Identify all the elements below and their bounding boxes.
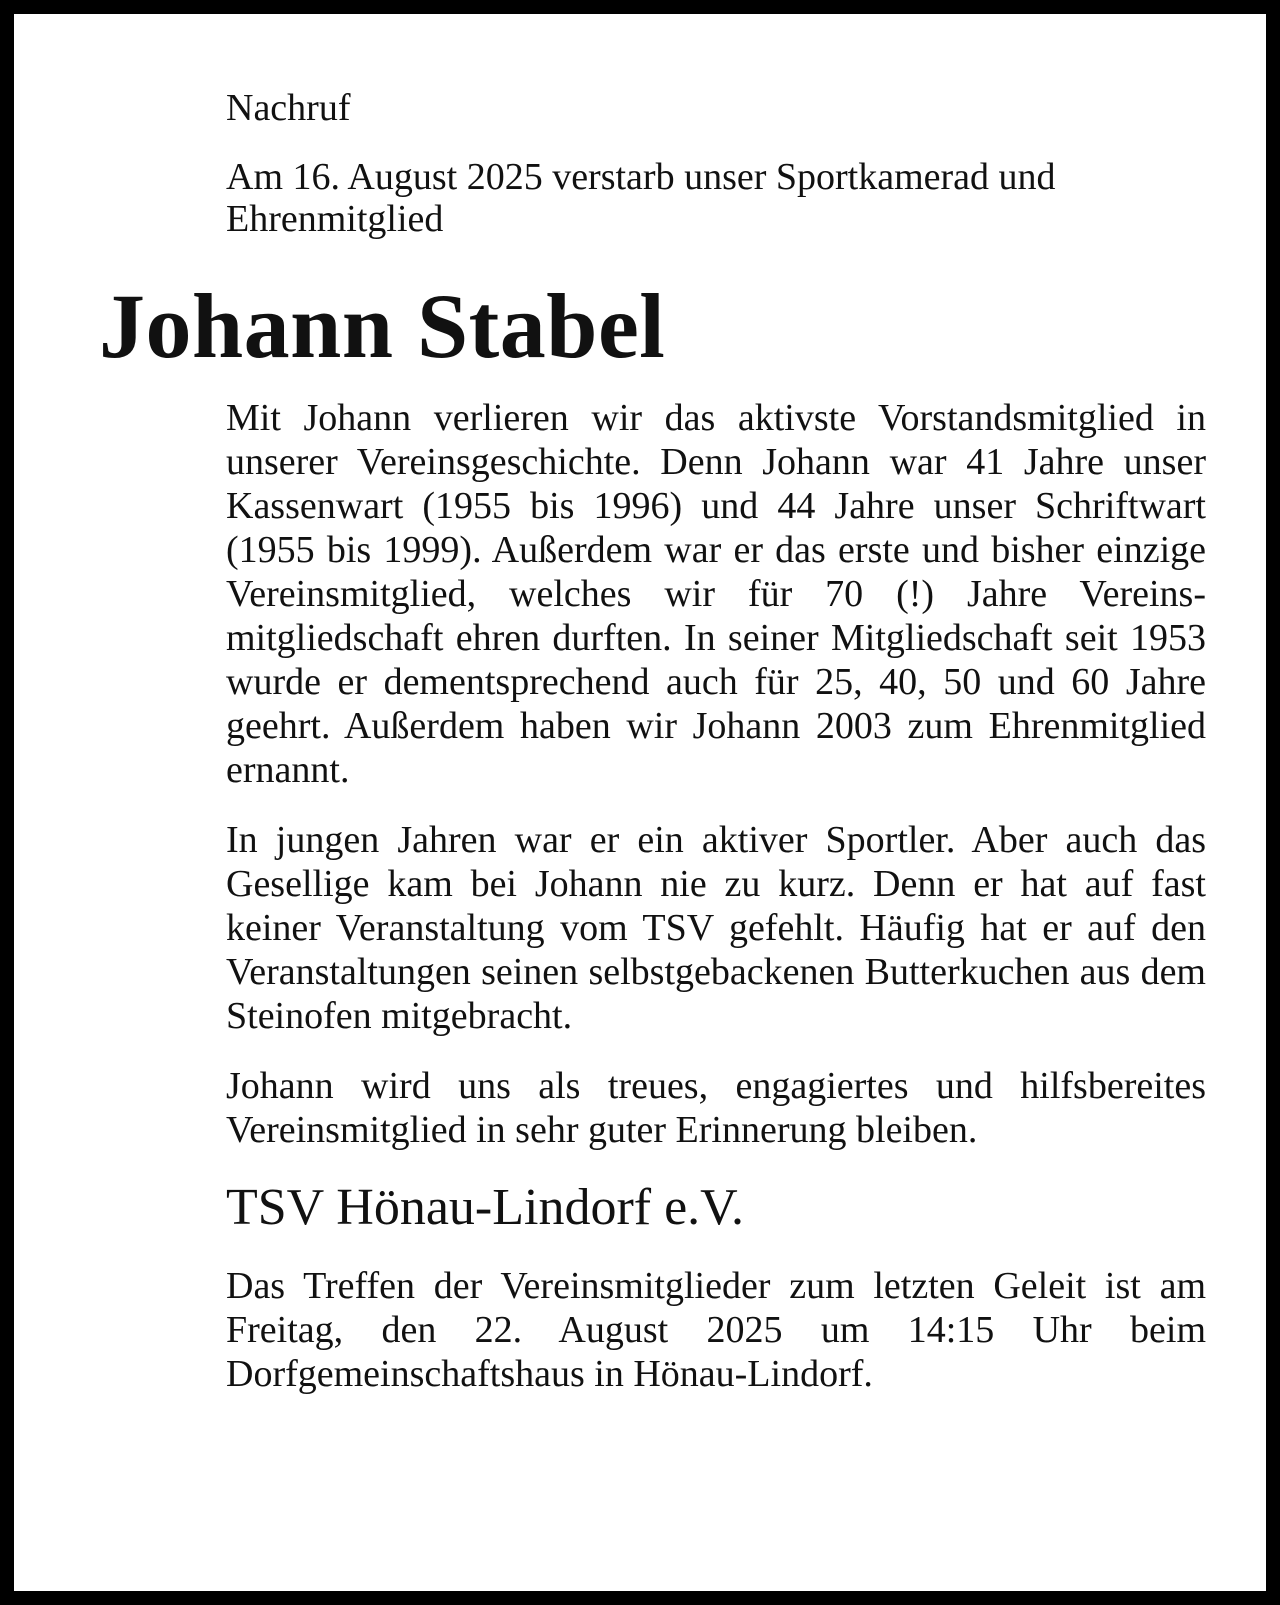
deceased-name: Johann Stabel — [99, 275, 666, 377]
intro-text: Am 16. August 2025 verstarb unser Sportkamerad und Ehrenmitglied — [226, 156, 1056, 240]
obituary-body — [226, 396, 1206, 1422]
paragraph-remembrance: Johann wird uns als treues, engagiertes und hilfsbereites Vereinsmitglied in sehr guter Erinnerung bleiben. — [226, 1065, 1206, 1151]
notice-label: Nachruf — [226, 87, 351, 129]
paragraph-sports: In jungen Jahren war er ein aktiver Sportler. Aber auch das Gesellige kam bei Johann nie zu kurz. Denn er hat auf fast keiner Veranstaltung vom TSV gefehlt. Häufig hat er auf den Veranstaltungen seinen selbstgebackenen Butterkuchen aus dem Steinofen mitgebracht. — [226, 819, 1206, 1037]
paragraph-career: Mit Johann verlieren wir das aktivste Vorstandsmitglied in unserer Vereinsgeschichte. Denn Johann war 41 Jahre unser Kassenwart (1955 bis 1996) und 44 Jahre unser Schriftwart (1955 bis 1999). Außerdem war er das erste und bisher einzige Vereinsmitglied, welches wir für 70 (!) Jahre Vereinsmitgliedschaft ehren durften. In seiner Mitgliedschaft seit 1953 wurde er dementsprechend auch für 25, 40, 50 und 60 Jahre geehrt. Außerdem haben wir Johann 2003 zum Ehrenmitglied ernannt. — [226, 397, 1206, 791]
funeral-info: Das Treffen der Vereinsmitglieder zum letzten Geleit ist am Freitag, den 22. August 2025 um 14:15 Uhr beim Dorfgemeinschaftshaus in Hönau-Lindorf. — [226, 1265, 1206, 1395]
obituary-header — [226, 86, 1206, 240]
organization-name: TSV Hönau-Lindorf e.V. — [226, 1179, 745, 1236]
